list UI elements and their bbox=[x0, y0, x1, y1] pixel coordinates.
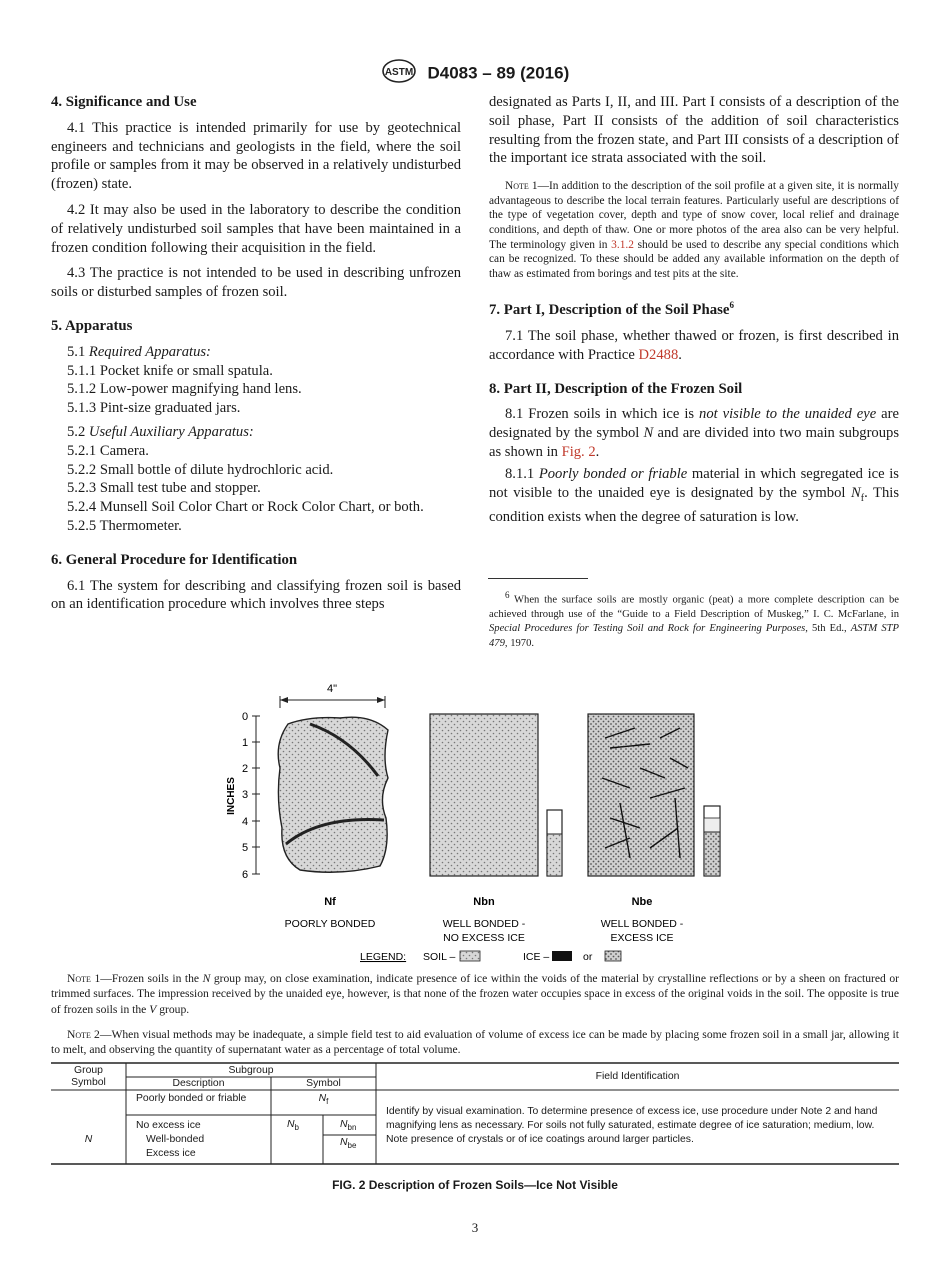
section-7-title: 7. Part I, Description of the Soil Phase$^6$ bbox=[489, 300, 734, 319]
para-6-1-cont: designated as Parts I, II, and III. Part I consists of a description of the soil phase, Part II consists of the addition of soil characteristics resulting from the frozen state, and Part III consists of a description of the important ice strata associated with the soil. bbox=[489, 94, 899, 167]
para-5-1-2: 5.1.2 Low-power magnifying hand lens. bbox=[67, 381, 302, 398]
sample-nbn bbox=[430, 714, 562, 876]
legend-soil: SOIL – bbox=[423, 951, 456, 963]
figure-note-2: Note 2—When visual methods may be inadequate, a simple field test to aid evaluation of volume of excess ice can be made by placing some frozen soil in a small jar, allowing it to melt, and observing the quantity of supernatant water as a percentage of total volume. bbox=[51, 1028, 899, 1057]
row2-desc: No excess ice Well-bonded Excess ice bbox=[136, 1120, 205, 1159]
label-nbe: Nbe bbox=[631, 896, 653, 908]
section-8-title: 8. Part II, Description of the Frozen Soil bbox=[489, 380, 743, 397]
para-8-1-1: 8.1.1 Poorly bonded or friable material in which segregated ice is not visible to the unaided eye is designated by the symbol $N_f$. This condition exists when the degree of saturation is low. bbox=[489, 465, 899, 526]
row1-symbol: $N_f$ bbox=[318, 1093, 329, 1107]
desc-nbn-2: NO EXCESS ICE bbox=[443, 932, 525, 944]
field-identification-text: Identify by visual examination. To determine presence of excess ice, use procedure under Note 2 and hand magnifying lens as necessary. For soils not fully saturated, estimate degree of ice saturation; medium, low. Note presence of crystals or of ice coatings around larger particles. bbox=[386, 1106, 878, 1145]
tick-3: 3 bbox=[242, 789, 249, 801]
para-5-2: 5.2 Useful Auxiliary Apparatus: bbox=[67, 423, 254, 440]
page-number: 3 bbox=[471, 1220, 479, 1235]
link-fig-2[interactable]: Fig. 2 bbox=[561, 444, 596, 461]
group-symbol: N bbox=[84, 1134, 93, 1145]
th-group: Group Symbol bbox=[71, 1065, 106, 1088]
tick-4: 4 bbox=[242, 816, 249, 828]
row2-symbol-b: $N_b$ bbox=[287, 1119, 299, 1133]
legend-ice-swatch bbox=[552, 951, 572, 961]
legend-ice: ICE – bbox=[523, 951, 550, 963]
para-5-2-4: 5.2.4 Munsell Soil Color Chart or Rock Color Chart, or both. bbox=[67, 499, 424, 516]
legend-ice-swatch-2 bbox=[605, 951, 621, 961]
designation: D4083 – 89 (2016) bbox=[427, 63, 570, 83]
desc-nbe-2: EXCESS ICE bbox=[610, 932, 674, 944]
section-5-title: 5. Apparatus bbox=[51, 317, 133, 334]
th-field-identification: Field Identification bbox=[595, 1071, 680, 1082]
tick-0: 0 bbox=[242, 711, 249, 723]
row2-symbol-be: $N_{be}$ bbox=[340, 1137, 357, 1151]
para-5-2-3: 5.2.3 Small test tube and stopper. bbox=[67, 480, 261, 497]
footnote-6: $^6$ When the surface soils are mostly organic (peat) a more complete description can be achieved through use of the “Guide to a Field Description of Muskeg,” I. C. McFarlane, in Special Procedures for Testing Soil and Rock for Engineering Purposes, 5th Ed., ASTM STP 479, 1970. bbox=[489, 590, 899, 649]
row2-symbol-bn: $N_{bn}$ bbox=[340, 1119, 357, 1133]
th-description: Description bbox=[172, 1078, 225, 1089]
para-5-1-3: 5.1.3 Pint-size graduated jars. bbox=[67, 400, 241, 417]
sample-nbe bbox=[588, 714, 720, 876]
para-5-2-1: 5.2.1 Camera. bbox=[67, 442, 149, 459]
row1-desc: Poorly bonded or friable bbox=[136, 1093, 247, 1104]
desc-nbn-1: WELL BONDED - bbox=[442, 918, 526, 930]
tick-1: 1 bbox=[242, 737, 249, 749]
tick-5: 5 bbox=[242, 842, 249, 854]
para-5-2-2: 5.2.2 Small bottle of dilute hydrochloric acid. bbox=[67, 461, 334, 478]
depth-axis bbox=[226, 711, 260, 881]
legend bbox=[360, 951, 621, 963]
th-symbol: Symbol bbox=[306, 1078, 341, 1089]
link-d2488[interactable]: D2488 bbox=[638, 346, 679, 363]
para-4-3: 4.3 The practice is not intended to be used in describing unfrozen soils or disturbed samples of frozen soil. bbox=[51, 265, 461, 301]
figure-caption: FIG. 2 Description of Frozen Soils—Ice Not Visible bbox=[332, 1178, 618, 1192]
document-header bbox=[0, 58, 950, 89]
right-column bbox=[489, 93, 899, 527]
para-4-1: 4.1 This practice is intended primarily for use by geotechnical engineers and technicians and geologists in the field, where the soil profile or samples from it may be observed in a relatively undisturbed (frozen) state. bbox=[51, 119, 461, 193]
link-3-1-2[interactable]: 3.1.2 bbox=[611, 238, 634, 251]
tick-2: 2 bbox=[242, 763, 249, 775]
axis-label: INCHES bbox=[226, 777, 237, 815]
scale-label: 4" bbox=[326, 683, 338, 695]
para-6-1: 6.1 The system for describing and classifying frozen soil is based on an identification procedure which involves three steps bbox=[51, 577, 461, 613]
label-nbn: Nbn bbox=[473, 896, 495, 908]
para-5-1: 5.1 Required Apparatus: bbox=[67, 343, 211, 360]
legend-label: LEGEND: bbox=[360, 951, 407, 963]
para-4-2: 4.2 It may also be used in the laboratory to describe the condition of relatively undisturbed soil samples that have been maintained in a frozen condition following their acquisition in the field. bbox=[51, 201, 461, 256]
para-7-1: 7.1 The soil phase, whether thawed or frozen, is first described in accordance with Practice D2488. bbox=[489, 328, 899, 363]
astm-logo-icon bbox=[381, 58, 417, 89]
scale-bar bbox=[280, 683, 385, 708]
para-5-1-1: 5.1.1 Pocket knife or small spatula. bbox=[67, 362, 273, 379]
tick-6: 6 bbox=[242, 869, 249, 881]
section-4-title: 4. Significance and Use bbox=[51, 94, 197, 110]
figure-2-illustration bbox=[210, 678, 750, 968]
para-5-2-5: 5.2.5 Thermometer. bbox=[67, 517, 182, 534]
sample-nf bbox=[278, 717, 388, 872]
legend-soil-swatch bbox=[460, 951, 480, 961]
para-8-1: 8.1 Frozen soils in which ice is not visible to the unaided eye are designated by the symbol N and are divided into two main subgroups as shown in Fig. 2. bbox=[489, 406, 899, 461]
left-column bbox=[51, 93, 461, 614]
label-nf: Nf bbox=[324, 896, 336, 908]
section-6-title: 6. General Procedure for Identification bbox=[51, 551, 298, 568]
footnote-rule bbox=[488, 578, 588, 579]
note-1: Note 1—In addition to the description of the soil profile at a given site, it is normally advantageous to describe the local terrain features. Particularly useful are descriptions of the type of vegetation cover, depth and type of snow cover, local relief and drainage conditions, and depth of thaw. One or more photos of the area also can be very helpful. The terminology given in 3.1.2 should be used to describe any special conditions which can be recognized. To these should be added any available information on the depth of thaw as estimated from borings and test pits at the site. bbox=[489, 180, 899, 280]
desc-nf: POORLY BONDED bbox=[284, 918, 376, 930]
figure-note-1: Note 1—Frozen soils in the N group may, on close examination, indicate presence of ice within the voids of the material by crystalline reflections or by a sheen on fractured or trimmed surfaces. The impression received by the unaided eye, however, is that none of the frozen water occupies space in excess of the original voids in the soil. The opposite is true of frozen soils in the V group. bbox=[51, 972, 899, 1016]
logo-text: ASTM bbox=[384, 67, 413, 78]
desc-nbe-1: WELL BONDED - bbox=[600, 918, 684, 930]
legend-or: or bbox=[583, 951, 593, 963]
th-subgroup: Subgroup bbox=[228, 1065, 274, 1076]
